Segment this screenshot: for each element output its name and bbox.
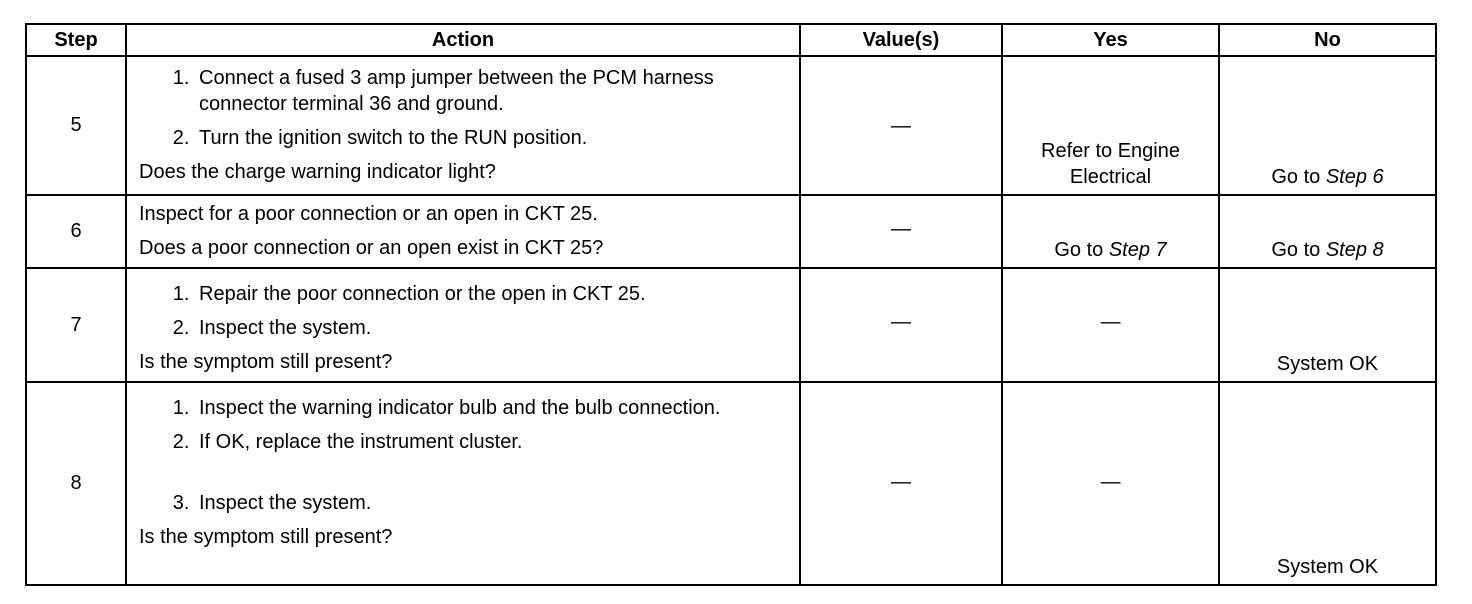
values-cell: [800, 268, 1002, 382]
header-yes: Yes: [1002, 24, 1219, 56]
no-cell: [1219, 195, 1436, 268]
yes-dash: —: [1100, 311, 1121, 333]
action-cell: [126, 382, 800, 585]
no-text: System OK: [1276, 353, 1379, 375]
yes-prefix: Go to: [1054, 239, 1109, 261]
header-step: Step: [26, 24, 126, 56]
header-no: No: [1219, 24, 1436, 56]
yes-text-line1: Refer to Engine: [1041, 140, 1180, 162]
yes-cell: [1002, 56, 1219, 195]
no-link[interactable]: [1220, 164, 1435, 190]
header-values: Value(s): [800, 24, 1002, 56]
action-cell: [126, 268, 800, 382]
yes-cell: [1002, 382, 1219, 585]
diagnostic-table: [25, 23, 1437, 586]
action-item: 1. Repair the poor connection or the open in CKT 25.: [195, 281, 789, 307]
no-text: System OK: [1276, 556, 1379, 578]
no-cell: [1219, 382, 1436, 585]
action-item: 2. If OK, replace the instrument cluster.: [195, 429, 789, 455]
action-item: 2. Turn the ignition switch to the RUN position.: [195, 125, 789, 151]
step-ref: Step 8: [1325, 239, 1384, 261]
values-cell: [800, 195, 1002, 268]
action-item: 1. Connect a fused 3 amp jumper between the PCM harness connector terminal 36 and ground.: [195, 65, 789, 117]
values-cell: [800, 382, 1002, 585]
no-prefix: Go to: [1271, 166, 1326, 188]
step-number: 5: [26, 56, 126, 195]
yes-cell: [1002, 268, 1219, 382]
step-ref: Step 7: [1108, 239, 1167, 261]
header-action: Action: [126, 24, 800, 56]
no-link[interactable]: [1220, 237, 1435, 263]
table-row: [26, 56, 1436, 195]
yes-dash: —: [1100, 471, 1121, 493]
action-question: Does the charge warning indicator light?: [139, 161, 496, 183]
action-question: Does a poor connection or an open exist in CKT 25?: [139, 237, 604, 259]
step-number: 8: [26, 382, 126, 585]
action-item: 2. Inspect the system.: [195, 315, 789, 341]
table-row: [26, 382, 1436, 585]
action-cell: [126, 56, 800, 195]
step-ref: Step 6: [1325, 166, 1384, 188]
values-cell: [800, 56, 1002, 195]
action-line: Inspect for a poor connection or an open in CKT 25.: [139, 203, 598, 225]
table-row: [26, 268, 1436, 382]
header-row: [26, 24, 1436, 56]
action-item: 3. Inspect the system.: [195, 490, 789, 516]
yes-link[interactable]: [1003, 237, 1218, 263]
yes-cell: [1002, 195, 1219, 268]
no-cell: [1219, 268, 1436, 382]
step-number: 6: [26, 195, 126, 268]
action-question: Is the symptom still present?: [139, 351, 393, 373]
action-question: Is the symptom still present?: [139, 526, 393, 548]
no-prefix: Go to: [1271, 239, 1326, 261]
action-cell: [126, 195, 800, 268]
values-dash: —: [891, 311, 911, 333]
step-number: 7: [26, 268, 126, 382]
table-row: [26, 195, 1436, 268]
values-dash: —: [891, 471, 911, 493]
no-cell: [1219, 56, 1436, 195]
action-item: 1. Inspect the warning indicator bulb and the bulb connection.: [195, 395, 789, 421]
yes-text-line2: Electrical: [1069, 166, 1152, 188]
values-dash: —: [891, 115, 911, 137]
values-dash: —: [891, 218, 911, 240]
